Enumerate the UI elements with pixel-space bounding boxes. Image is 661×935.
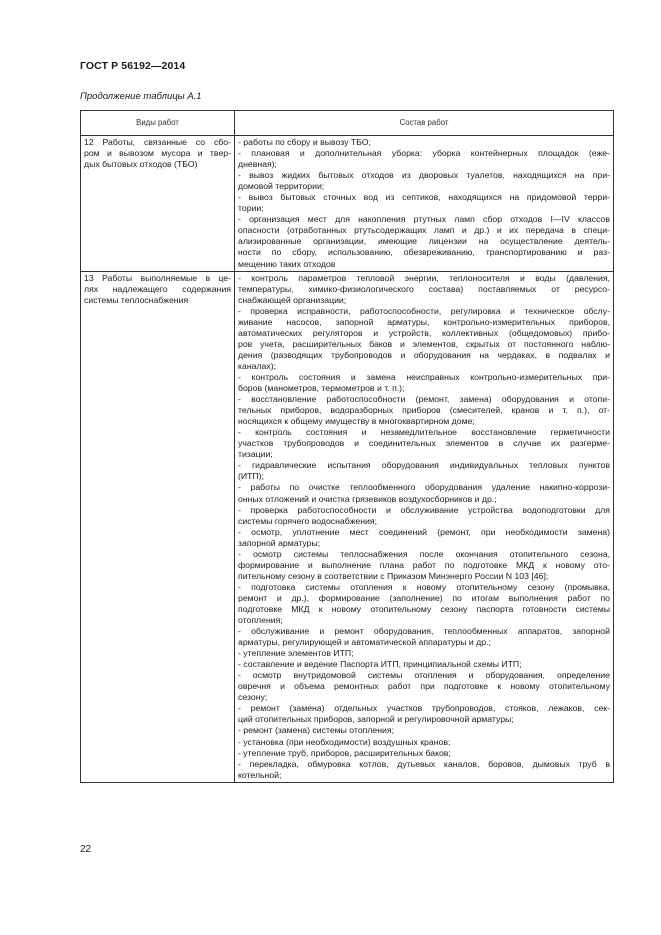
work-composition-line: опасности (отработанных ртутьсодержащих ламп и др.) и их передача в специ-	[238, 225, 610, 236]
work-composition-line: - восстановление работоспособности (ремонт, замена) оборудования и отопи-	[238, 394, 610, 405]
work-composition-line: системы горячего водоснабжения;	[238, 515, 378, 526]
work-composition-line: котельной;	[238, 769, 282, 780]
work-composition-line: - обслуживание и ремонт оборудования, теплообменных аппаратов, запорной	[238, 626, 610, 637]
work-composition-line: сезону;	[238, 692, 268, 703]
work-composition-line: - утепление элементов ИТП;	[238, 648, 354, 659]
work-composition-line: - вывоз жидких бытовых отходов из дворовых туалетов, находящихся на при-	[238, 170, 610, 181]
work-composition-line: участков трубопроводов и соединительных элементов в случае их разгерме-	[238, 438, 610, 449]
table-caption: Продолжение таблицы А.1	[80, 91, 202, 102]
work-composition-line: онных отложений и очистка грязевиков воздухосборников и др.;	[238, 493, 497, 504]
work-composition-line: носящихся к общему имуществу в многоквартирном доме;	[238, 416, 475, 427]
work-composition-line: - организация мест для накопления ртутных ламп сбор отходов I—IV классов	[238, 214, 610, 225]
work-composition-line: запорной арматуры;	[238, 537, 321, 548]
work-composition-line: - работы по сбору и вывозу ТБО;	[238, 137, 371, 147]
work-composition-cell	[235, 136, 614, 272]
work-composition-line: - составление и ведение Паспорта ИТП, принципиальной схемы ИТП;	[238, 659, 522, 670]
work-composition-line: домовой территории;	[238, 181, 325, 192]
table-row	[81, 271, 614, 782]
work-composition-line: - плановая и дополнительная уборка: уборка контейнерных площадок (еже-	[238, 148, 610, 159]
work-composition-line: - контроль состояния и незамедлительное восстановление герметичности	[238, 427, 610, 438]
work-type-line: 12 Работы, связанные со сбо-	[84, 137, 231, 147]
work-type-cell	[81, 136, 235, 272]
work-composition-line: мещению таких отходов	[238, 258, 336, 269]
work-composition-line: ремонт и др.), формирование (заполнение) по итогам выполнения работ по	[238, 592, 610, 603]
work-composition-line: - осмотр, уплотнение мест соединений (ремонт, при необходимости замена)	[238, 526, 610, 537]
work-composition-line: автоматических регуляторов и устройств, коллективных (общедомовых) прибо-	[238, 327, 610, 338]
work-composition-line: - подготовка системы отопления к новому отопительному сезону (промывка,	[238, 581, 610, 592]
work-composition-line: живание насосов, запорной арматуры, контрольно-измерительных приборов,	[238, 316, 610, 327]
work-composition-line: температуры, химико-физиологического состава) поставляемых от ресурсо-	[238, 283, 610, 294]
work-composition-line: - работы по очистке теплообменного оборудования удаление накипно-коррози-	[238, 482, 610, 493]
column-header-work-composition: Состав работ	[235, 111, 614, 136]
work-composition-line: - осмотр системы теплоснабжения после окончания отопительного сезона,	[238, 548, 610, 559]
table-row	[81, 136, 614, 272]
work-composition-line: ций отопительных приборов, запорной и регулировочной арматуры;	[238, 714, 514, 725]
work-composition-line: пительному сезону в соответствии с Приказом Минэнерго России N 103 [46];	[238, 570, 549, 581]
work-type-line: ром и вывозом мусора и твер-	[84, 148, 231, 159]
work-composition-line: - ремонт (замена) отдельных участков трубопроводов, стояков, лежаков, сек-	[238, 703, 610, 714]
work-composition-line: арматуры, регулирующей и автоматической аппаратуры и др.;	[238, 637, 491, 648]
work-composition-line: - осмотр внутридомовой системы отопления и оборудования, определение	[238, 670, 610, 681]
work-composition-line: ализированные организации, имеющие лицензии на осуществление деятель-	[238, 236, 610, 247]
work-composition-cell	[235, 271, 614, 782]
work-composition-line: тизации;	[238, 449, 273, 460]
work-composition-line: - проверка работоспособности и обслуживание устройства водоподготовки для	[238, 504, 610, 515]
work-type-line: 13 Работы выполняемые в це-	[84, 272, 231, 283]
works-table	[80, 110, 614, 783]
work-composition-line: отопления;	[238, 615, 283, 626]
work-composition-line: овречня и объема ремонтных работ при подготовке к новому отопительному	[238, 681, 610, 692]
work-type-line: лях надлежащего содержания	[84, 283, 231, 294]
work-composition-line: тории;	[238, 203, 264, 214]
table-header-row	[81, 111, 614, 136]
work-composition-line: формирование и выполнение плана работ по подготовке МКД к новому ото-	[238, 559, 610, 570]
work-composition-line: - контроль параметров тепловой энергии, теплоносителя и воды (давления,	[238, 272, 610, 283]
work-composition-line: - утепление труб, приборов, расширительных баков;	[238, 747, 451, 758]
work-composition-line: - перекладка, обмуровка котлов, дутьевых каналов, боровов, дымовых труб в	[238, 758, 610, 769]
document-code: ГОСТ Р 56192—2014	[80, 60, 186, 72]
work-composition-line: подготовке МКД к новому отопительному сезону паспорта готовности системы	[238, 603, 610, 614]
work-composition-line: ности по сбору, использованию, обезвреживанию, транспортированию и раз-	[238, 247, 610, 258]
work-composition-line: тельных приборов, водоразборных приборов (смесителей, кранов и т. п.), от-	[238, 405, 610, 416]
work-composition-line: дневная);	[238, 159, 277, 170]
work-composition-line: снабжающей организации;	[238, 294, 347, 305]
work-type-line: системы теплоснабжения	[84, 294, 189, 305]
work-composition-line: - установка (при необходимости) воздушных кранов;	[238, 736, 451, 747]
work-composition-line: дения (разводящих трубопроводов и оборудования на чердаках, в подвалах и	[238, 349, 610, 360]
work-composition-line: каналах);	[238, 360, 277, 371]
work-composition-line: - вывоз бытовых сточных вод из септиков, находящихся на придомовой терри-	[238, 192, 610, 203]
work-type-cell	[81, 271, 235, 782]
work-composition-line: - контроль состояния и замена неисправных контрольно-измерительных при-	[238, 371, 610, 382]
work-composition-line: (ИТП);	[238, 471, 264, 482]
work-composition-line: - гидравлические испытания оборудования индивидуальных тепловых пунктов	[238, 460, 610, 471]
work-composition-line: - проверка исправности, работоспособности, регулировка и техническое обслу-	[238, 305, 610, 316]
work-composition-line: ров учета, расширительных баков и элементов, скрытых от постоянного наблю-	[238, 338, 610, 349]
column-header-work-types: Виды работ	[81, 111, 235, 136]
page-number: 22	[80, 844, 92, 855]
work-composition-line: боров (манометров, термометров и т. п.);	[238, 383, 405, 394]
work-composition-line: - ремонт (замена) системы отопления;	[238, 725, 395, 736]
work-type-line: дых бытовых отходов (ТБО)	[84, 159, 198, 170]
